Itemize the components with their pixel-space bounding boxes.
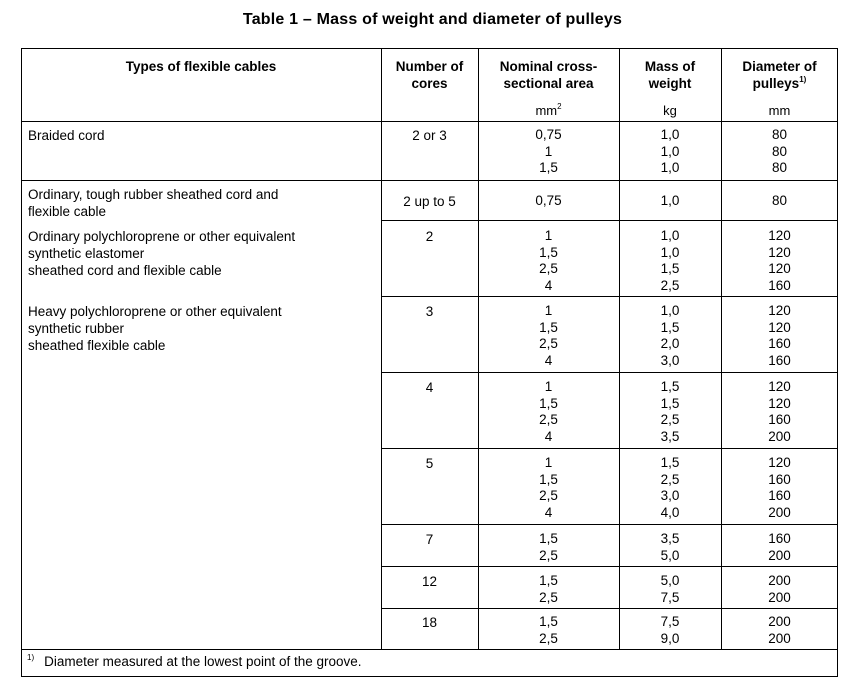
mass-cell	[619, 193, 721, 210]
cable-type-ordinary-pcp: Ordinary polychloroprene or other equivalent synthetic elastomer sheathed cord and flexible cable	[28, 229, 296, 278]
diam-value: 80	[771, 193, 788, 208]
area-cell	[478, 614, 619, 647]
row-divider	[381, 220, 838, 221]
diam-value: 120	[768, 319, 791, 335]
diam-value: 120	[768, 244, 791, 260]
mass-value: 4,0	[660, 505, 680, 521]
mass-value: 2,0	[660, 336, 680, 352]
area-cell	[478, 455, 619, 522]
area-cell	[478, 531, 619, 564]
cable-type-heavy-pcp: Heavy polychloroprene or other equivalent synthetic rubber sheathed flexible cable	[28, 304, 282, 353]
diam-value: 200	[768, 630, 791, 646]
diam-cell	[721, 455, 838, 522]
area-value: 1	[544, 455, 553, 470]
area-value: 1,5	[539, 160, 558, 176]
diam-value: 160	[768, 412, 791, 428]
row-divider	[21, 180, 838, 181]
mass-value: 5,0	[660, 547, 680, 563]
area-value: 4	[544, 278, 553, 294]
diam-value: 160	[768, 531, 791, 546]
diam-cell	[721, 228, 838, 295]
area-value: 2,5	[539, 261, 558, 277]
cores-cell: 5	[425, 456, 434, 471]
cores-cell: 2 or 3	[412, 128, 447, 143]
mass-value: 1,5	[660, 395, 680, 411]
row-divider	[381, 608, 838, 609]
diam-value: 160	[768, 353, 791, 369]
area-value: 2,5	[539, 336, 558, 352]
area-value: 1	[544, 228, 553, 243]
mass-value: 7,5	[660, 589, 680, 605]
diam-cell	[721, 303, 838, 370]
diam-value: 200	[768, 547, 791, 563]
diam-value: 160	[768, 278, 791, 294]
diam-value: 120	[768, 455, 791, 470]
mass-value: 7,5	[660, 614, 680, 629]
diam-value: 120	[768, 228, 791, 243]
header-area: Nominal cross- sectional area	[499, 59, 598, 91]
mass-value: 1,5	[660, 319, 680, 335]
area-cell	[478, 573, 619, 606]
cores-cell: 18	[421, 615, 438, 630]
row-divider	[381, 296, 838, 297]
diam-cell	[721, 193, 838, 210]
mass-value: 1,5	[660, 261, 680, 277]
area-value: 4	[544, 429, 553, 445]
cores-cell: 3	[425, 304, 434, 319]
area-value: 1,5	[539, 531, 558, 546]
diam-cell	[721, 531, 838, 564]
header-diameter: Diameter of pulleys$^{1)}$	[742, 59, 817, 91]
area-value: 1,5	[539, 319, 558, 335]
mass-cell	[619, 455, 721, 522]
cores-cell: 7	[425, 532, 434, 547]
area-value: 4	[544, 353, 553, 369]
header-divider	[21, 121, 838, 122]
mass-cell	[619, 573, 721, 606]
area-value: 1	[544, 143, 553, 159]
area-value: 0,75	[535, 127, 562, 142]
mass-value: 1,5	[660, 379, 680, 394]
area-value: 1,5	[539, 573, 558, 588]
area-cell	[478, 228, 619, 295]
diam-value: 120	[768, 261, 791, 277]
diam-value: 200	[768, 614, 791, 629]
cores-cell: 12	[421, 574, 438, 589]
cable-type-ordinary-tough: Ordinary, tough rubber sheathed cord and flexible cable	[28, 187, 279, 219]
mass-value: 2,5	[660, 471, 680, 487]
diam-value: 120	[768, 303, 791, 318]
table-title: Table 1 – Mass of weight and diameter of pulleys	[242, 11, 623, 28]
area-value: 2,5	[539, 630, 558, 646]
diam-value: 200	[768, 429, 791, 445]
area-value: 1	[544, 303, 553, 318]
area-value: 1,5	[539, 614, 558, 629]
mass-value: 1,0	[660, 228, 680, 243]
mass-value: 9,0	[660, 630, 680, 646]
header-cable-type: Types of flexible cables	[125, 59, 277, 74]
row-divider	[381, 448, 838, 449]
diam-value: 120	[768, 379, 791, 394]
diam-value: 80	[771, 160, 788, 176]
header-cores: Number of cores	[395, 59, 464, 91]
unit-diameter: mm	[768, 103, 791, 118]
mass-value: 1,5	[660, 455, 680, 470]
mass-value: 1,0	[660, 127, 680, 142]
mass-value: 1,0	[660, 143, 680, 159]
footnote-divider	[21, 649, 838, 650]
unit-area: $mm^2$	[535, 102, 562, 118]
cores-cell: 2	[425, 229, 434, 244]
header-mass: Mass of weight	[644, 59, 696, 91]
area-cell	[478, 303, 619, 370]
diam-cell	[721, 573, 838, 606]
diam-value: 80	[771, 143, 788, 159]
mass-value: 2,5	[660, 278, 680, 294]
footnote-ref: 1)	[799, 75, 807, 84]
mass-cell	[619, 303, 721, 370]
mass-value: 2,5	[660, 412, 680, 428]
unit-mass: kg	[663, 103, 677, 118]
row-divider	[381, 566, 838, 567]
area-value: 0,75	[535, 193, 562, 208]
mass-cell	[619, 531, 721, 564]
mass-value: 3,0	[660, 488, 680, 504]
mass-value: 5,0	[660, 573, 680, 588]
diam-value: 200	[768, 589, 791, 605]
row-divider	[381, 372, 838, 373]
mass-value: 3,0	[660, 353, 680, 369]
mass-value: 1,0	[660, 303, 680, 318]
cores-cell: 4	[425, 380, 434, 395]
cable-type-braided: Braided cord	[28, 128, 105, 143]
diam-cell	[721, 614, 838, 647]
area-value: 2,5	[539, 488, 558, 504]
diam-cell	[721, 127, 838, 177]
area-cell	[478, 193, 619, 210]
mass-value: 3,5	[660, 531, 680, 546]
area-cell	[478, 127, 619, 177]
mass-cell	[619, 614, 721, 647]
area-value: 2,5	[539, 412, 558, 428]
cores-cell: 2 up to 5	[403, 194, 456, 209]
diam-value: 200	[768, 573, 791, 588]
area-value: 1,5	[539, 395, 558, 411]
diam-value: 160	[768, 488, 791, 504]
mass-value: 1,0	[660, 244, 680, 260]
diam-value: 200	[768, 505, 791, 521]
area-value: 1,5	[539, 244, 558, 260]
mass-value: 1,0	[660, 160, 680, 176]
mass-value: 3,5	[660, 429, 680, 445]
diam-value: 160	[768, 471, 791, 487]
area-value: 2,5	[539, 547, 558, 563]
footnote: $^{1)}$ Diameter measured at the lowest point of the groove.	[27, 653, 362, 669]
area-value: 1,5	[539, 471, 558, 487]
mass-cell	[619, 228, 721, 295]
mass-cell	[619, 379, 721, 446]
diam-value: 80	[771, 127, 788, 142]
diam-value: 160	[768, 336, 791, 352]
mass-cell	[619, 127, 721, 177]
mass-value: 1,0	[660, 193, 680, 208]
diam-cell	[721, 379, 838, 446]
area-cell	[478, 379, 619, 446]
area-value: 4	[544, 505, 553, 521]
row-divider	[381, 524, 838, 525]
diam-value: 120	[768, 395, 791, 411]
area-value: 2,5	[539, 589, 558, 605]
area-value: 1	[544, 379, 553, 394]
